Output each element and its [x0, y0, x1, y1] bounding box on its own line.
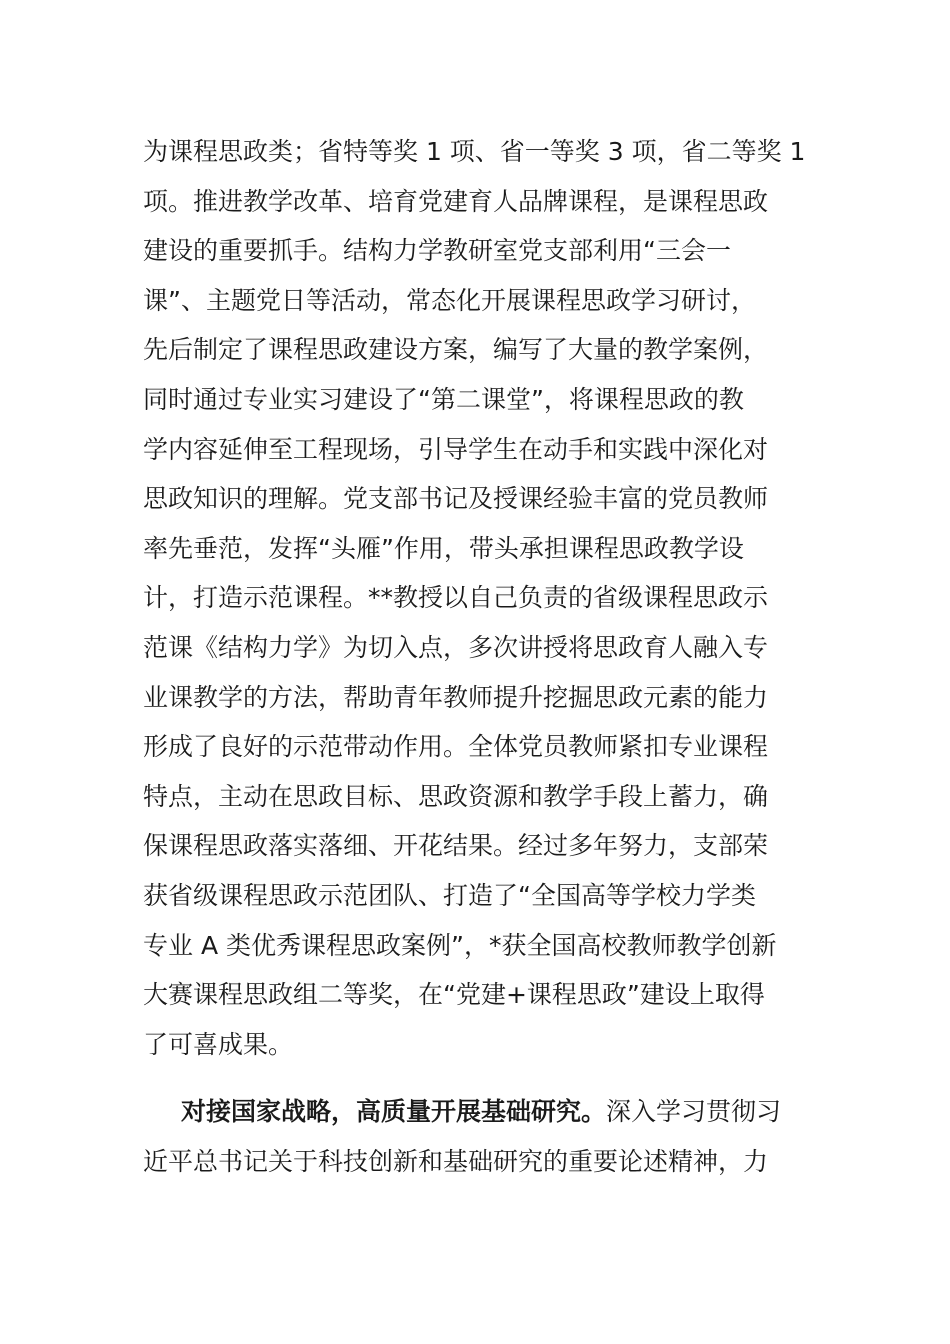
- paragraph-line: 先后制定了课程思政建设方案，编写了大量的教学案例，: [143, 335, 769, 365]
- paragraph-heading: 对接国家战略，高质量开展基础研究。: [181, 1097, 607, 1126]
- paragraph-line: 近平总书记关于科技创新和基础研究的重要论述精神，力: [143, 1146, 769, 1176]
- paragraph-line: 建设的重要抓手。结构力学教研室党支部利用“三会一: [143, 236, 731, 266]
- paragraph-line: 为课程思政类；省特等奖 1 项、省一等奖 3 项，省二等奖 1: [143, 137, 806, 166]
- paragraph-line: 保课程思政落实落细、开花结果。经过多年努力，支部荣: [143, 831, 769, 861]
- paragraph-line: 计，打造示范课程。**教授以自己负责的省级课程思政示: [143, 583, 769, 613]
- paragraph-line: 专业 A 类优秀课程思政案例”，*获全国高校教师教学创新: [143, 930, 777, 960]
- paragraph-line: 思政知识的理解。党支部书记及授课经验丰富的党员教师: [143, 484, 769, 514]
- paragraph-line: 同时通过专业实习建设了“第二课堂”，将课程思政的教: [143, 384, 744, 414]
- paragraph-line: 获省级课程思政示范团队、打造了“全国高等学校力学类: [143, 880, 756, 910]
- paragraph-line: 业课教学的方法，帮助青年教师提升挖掘思政元素的能力: [143, 682, 769, 712]
- paragraph-line: 形成了良好的示范带动作用。全体党员教师紧扣专业课程: [143, 732, 769, 762]
- paragraph-text: 深入学习贯彻习: [606, 1097, 782, 1126]
- paragraph-line: 特点，主动在思政目标、思政资源和教学手段上蓄力，确: [143, 781, 769, 811]
- paragraph-line: 范课《结构力学》为切入点，多次讲授将思政育人融入专: [143, 632, 769, 662]
- paragraph-line: 大赛课程思政组二等奖，在“党建+课程思政”建设上取得: [143, 980, 765, 1010]
- paragraph-line-first: [143, 1087, 813, 1137]
- paragraph-line: 了可喜成果。: [143, 1029, 294, 1059]
- paragraph-line: 课”、主题党日等活动，常态化开展课程思政学习研讨，: [143, 285, 756, 315]
- paragraph-line: 率先垂范，发挥“头雁”作用，带头承担课程思政教学设: [143, 533, 744, 563]
- paragraph-1: [143, 127, 813, 1069]
- paragraph-line: 项。推进教学改革、培育党建育人品牌课程，是课程思政: [143, 186, 769, 216]
- paragraph-line: 学内容延伸至工程现场，引导学生在动手和实践中深化对: [143, 434, 769, 464]
- paragraph-2: [143, 1087, 813, 1186]
